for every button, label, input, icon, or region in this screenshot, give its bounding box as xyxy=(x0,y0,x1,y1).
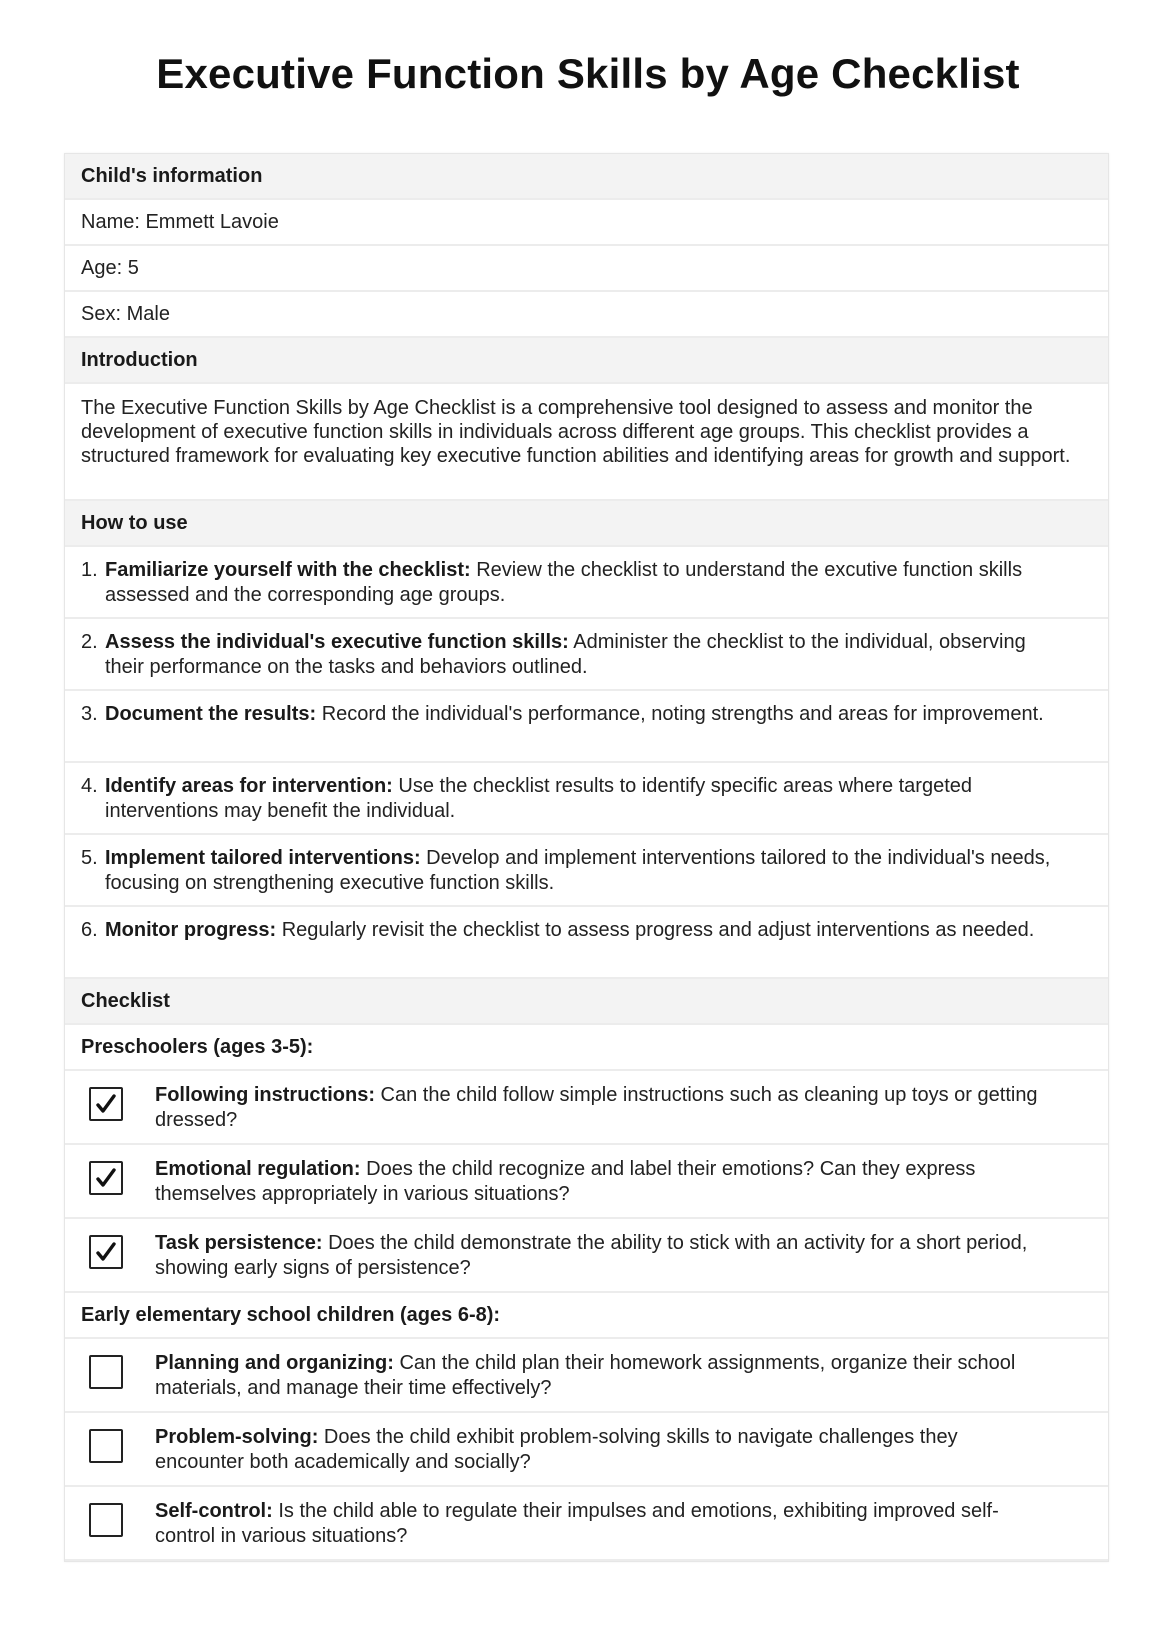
step-text: Record the individual's performance, noting strengths and areas for improvement. xyxy=(321,703,1044,725)
item-title: Planning and organizing: xyxy=(155,1352,394,1374)
item-title: Problem-solving: xyxy=(155,1426,319,1448)
introduction-text: The Executive Function Skills by Age Checklist is a comprehensive tool designed to assess and monitor the development of executive function skills in individuals across different age groups. This checklist provides a structured framework for evaluating key executive function abilities and identifying areas for growth and support. xyxy=(65,384,1108,501)
checkbox-unchecked[interactable] xyxy=(89,1355,123,1389)
checkbox-unchecked[interactable] xyxy=(89,1429,123,1463)
step-title: Assess the individual's executive function skills: xyxy=(105,631,569,653)
step-title: Identify areas for intervention: xyxy=(105,775,393,797)
step-text: Develop and implement interventions tailored to the individual's needs, focusing on strengthening executive function skills. xyxy=(105,847,1051,894)
step-number: 2. xyxy=(81,631,98,653)
field-label: Name: xyxy=(81,210,140,233)
step-title: Familiarize yourself with the checklist: xyxy=(105,559,471,581)
age-group-header-preschoolers: Preschoolers (ages 3-5): xyxy=(65,1025,1108,1071)
step-text: Use the checklist results to identify specific areas where targeted interventions may benefit the individual. xyxy=(105,775,973,822)
checkmark-icon xyxy=(94,1092,118,1116)
age-value[interactable]: 5 xyxy=(127,256,139,279)
field-label: Age: xyxy=(81,256,123,279)
section-header-child-info: Child's information xyxy=(65,154,1108,200)
step-text: Review the checklist to understand the excutive function skills assessed and the corresponding age groups. xyxy=(105,559,1023,606)
checklist-item xyxy=(65,1413,1108,1487)
step-number: 5. xyxy=(81,847,98,869)
section-header-how-to-use: How to use xyxy=(65,501,1108,547)
item-title: Following instructions: xyxy=(155,1084,375,1106)
page-title: Executive Function Skills by Age Checklist xyxy=(156,50,1020,97)
checkmark-icon xyxy=(94,1166,118,1190)
item-title: Emotional regulation: xyxy=(155,1158,361,1180)
item-text: Does the child recognize and label their emotions? Can they express themselves appropriately in various situations? xyxy=(155,1158,976,1205)
field-sex xyxy=(65,292,1108,338)
checkbox-checked[interactable] xyxy=(89,1235,123,1269)
checkmark-icon xyxy=(94,1240,118,1264)
step-number: 1. xyxy=(81,559,98,581)
checkbox-checked[interactable] xyxy=(89,1087,123,1121)
field-age xyxy=(65,246,1108,292)
how-to-step xyxy=(65,835,1108,907)
how-to-step xyxy=(65,763,1108,835)
step-number: 4. xyxy=(81,775,98,797)
checkbox-unchecked[interactable] xyxy=(89,1503,123,1537)
checklist-item xyxy=(65,1071,1108,1145)
how-to-step xyxy=(65,691,1108,763)
checklist-item xyxy=(65,1145,1108,1219)
item-text: Can the child plan their homework assignments, organize their school materials, and manage their time effectively? xyxy=(155,1352,1016,1399)
name-value[interactable]: Emmett Lavoie xyxy=(145,210,279,233)
step-number: 6. xyxy=(81,919,98,941)
step-text: Administer the checklist to the individual, observing their performance on the tasks and behaviors outlined. xyxy=(105,631,1026,678)
item-text: Does the child exhibit problem-solving skills to navigate challenges they encounter both academically and socially? xyxy=(155,1426,958,1473)
sex-value[interactable]: Male xyxy=(126,302,170,325)
how-to-step xyxy=(65,907,1108,979)
step-title: Document the results: xyxy=(105,703,317,725)
checklist-form xyxy=(64,153,1109,1562)
step-title: Implement tailored interventions: xyxy=(105,847,421,869)
checklist-item xyxy=(65,1339,1108,1413)
checklist-item xyxy=(65,1219,1108,1293)
step-number: 3. xyxy=(81,703,98,725)
item-text: Is the child able to regulate their impulses and emotions, exhibiting improved self-control in various situations? xyxy=(155,1500,999,1547)
item-text: Can the child follow simple instructions such as cleaning up toys or getting dressed? xyxy=(155,1084,1038,1131)
checklist-item xyxy=(65,1487,1108,1561)
checkbox-checked[interactable] xyxy=(89,1161,123,1195)
item-text: Does the child demonstrate the ability to stick with an activity for a short period, showing early signs of persistence? xyxy=(155,1232,1028,1279)
how-to-step xyxy=(65,619,1108,691)
field-name xyxy=(65,200,1108,246)
item-title: Task persistence: xyxy=(155,1232,323,1254)
how-to-step xyxy=(65,547,1108,619)
section-header-introduction: Introduction xyxy=(65,338,1108,384)
item-title: Self-control: xyxy=(155,1500,273,1522)
step-title: Monitor progress: xyxy=(105,919,277,941)
field-label: Sex: xyxy=(81,302,122,325)
step-text: Regularly revisit the checklist to assess progress and adjust interventions as needed. xyxy=(281,919,1035,941)
section-header-checklist: Checklist xyxy=(65,979,1108,1025)
age-group-header-early-elementary: Early elementary school children (ages 6-8): xyxy=(65,1293,1108,1339)
